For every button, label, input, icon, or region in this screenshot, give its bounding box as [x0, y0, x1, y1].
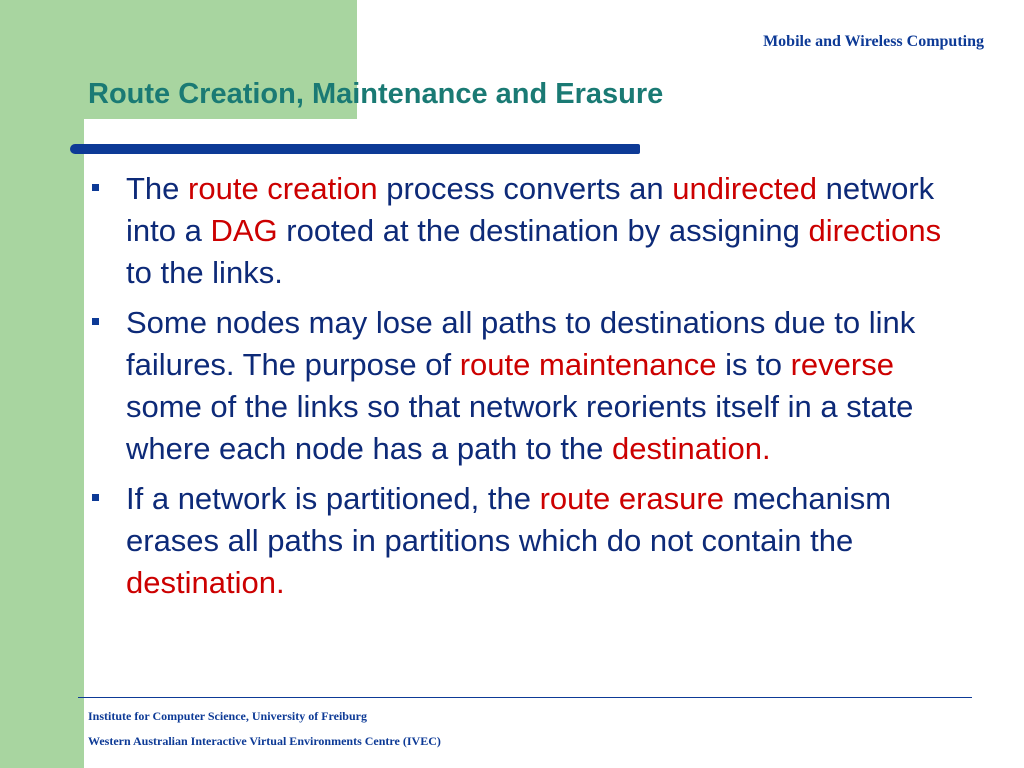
square-bullet-icon: [92, 318, 99, 325]
bullet-text: [126, 481, 891, 600]
highlighted-term: reverse: [790, 347, 894, 382]
highlighted-term: route erasure: [539, 481, 724, 516]
bullet-text-segment: The: [126, 171, 189, 206]
bullet-text-segment: is to: [716, 347, 791, 382]
bullet-list: [90, 168, 970, 612]
course-header: Mobile and Wireless Computing: [763, 33, 984, 50]
highlighted-term: directions: [808, 213, 942, 248]
bullet-text-segment: mechanism erases all paths in partitions which do not contain the: [126, 481, 892, 558]
footer-centre: Western Australian Interactive Virtual Environments Centre (IVEC): [88, 734, 441, 748]
square-bullet-icon: [92, 494, 99, 501]
square-bullet-icon: [92, 184, 99, 191]
highlighted-term: undirected: [672, 171, 818, 206]
bullet-text: [126, 305, 915, 466]
footer-divider: [78, 697, 972, 698]
decorative-green-sidebar: [0, 119, 84, 768]
slide-title: Route Creation, Maintenance and Erasure: [88, 78, 664, 110]
highlighted-term: route maintenance: [459, 347, 717, 382]
bullet-text: [126, 171, 941, 290]
bullet-text-segment: rooted at the destination by assigning: [277, 213, 809, 248]
bullet-text-segment: to the links.: [126, 255, 283, 290]
bullet-route-erasure: [90, 478, 970, 604]
highlighted-term: destination.: [126, 565, 285, 600]
highlighted-term: DAG: [210, 213, 278, 248]
bullet-text-segment: some of the links so that network reorients itself in a state where each node has a path to the: [126, 389, 914, 466]
bullet-text-segment: network into a: [126, 171, 935, 248]
bullet-text-segment: Some nodes may lose all paths to destinations due to link failures. The purpose of: [126, 305, 916, 382]
footer-institute: Institute for Computer Science, University of Freiburg: [88, 709, 367, 723]
bullet-text-segment: process converts an: [377, 171, 673, 206]
title-underline-bar: [70, 144, 640, 154]
bullet-route-creation: [90, 168, 970, 294]
highlighted-term: destination.: [612, 431, 771, 466]
highlighted-term: route creation: [188, 171, 378, 206]
bullet-text-segment: If a network is partitioned, the: [126, 481, 540, 516]
bullet-route-maintenance: [90, 302, 970, 470]
